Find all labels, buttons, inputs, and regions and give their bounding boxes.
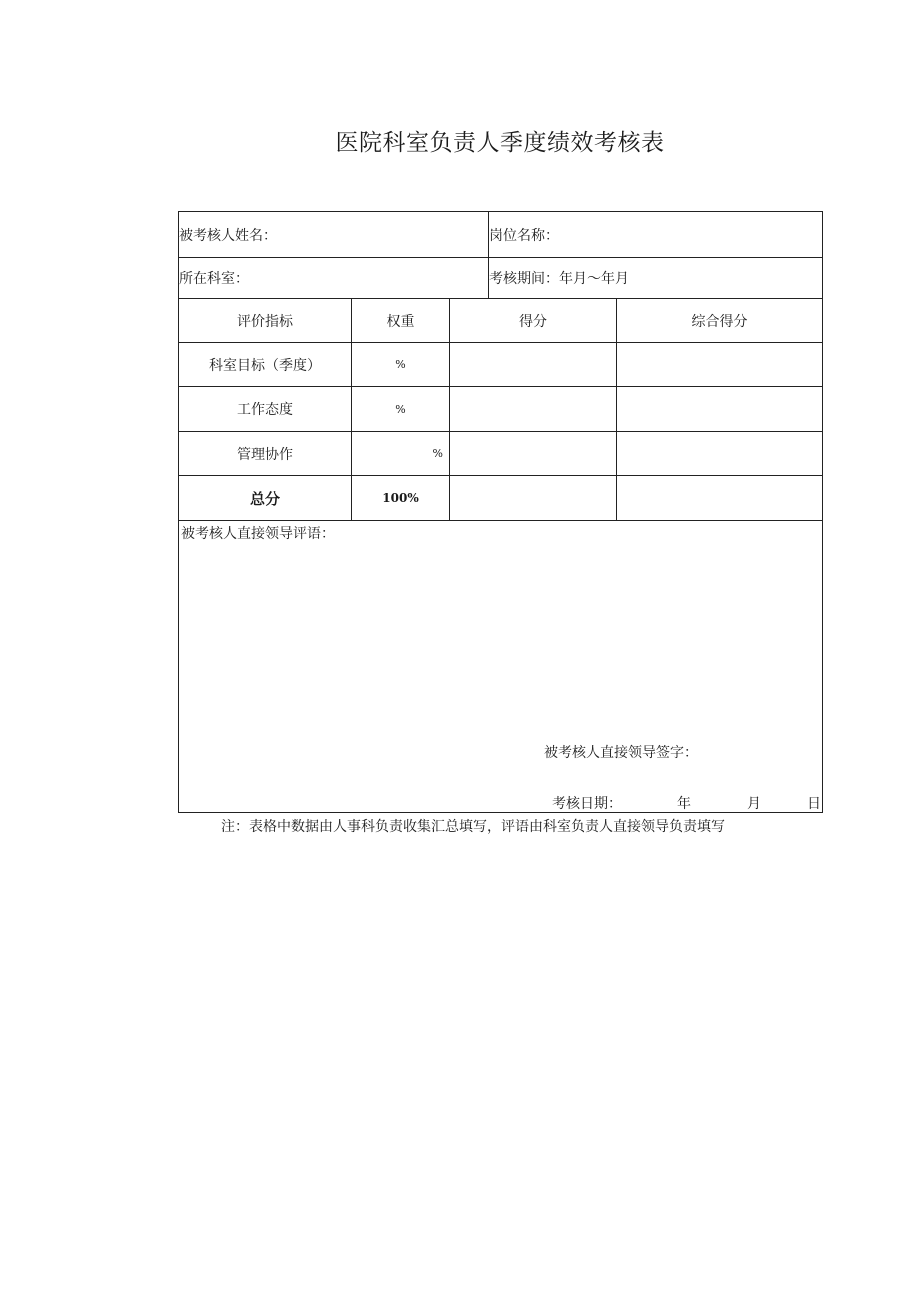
indicator-cell: 工作态度	[179, 387, 352, 432]
indicator-cell: 管理协作	[179, 432, 352, 476]
weight-cell[interactable]: %	[352, 432, 450, 476]
footnote: 注：表格中数据由人事科负责收集汇总填写，评语由科室负责人直接领导负责填写	[221, 819, 725, 835]
composite-cell[interactable]	[617, 387, 823, 432]
period-field[interactable]: 考核期间：年月～年月	[489, 258, 823, 299]
info-row-1	[179, 212, 823, 258]
header-indicator: 评价指标	[179, 299, 352, 343]
date-month: 月	[747, 796, 761, 812]
assessment-table	[178, 211, 823, 813]
header-score: 得分	[450, 299, 617, 343]
header-row	[179, 299, 823, 343]
header-composite: 综合得分	[617, 299, 823, 343]
table-row	[179, 432, 823, 476]
name-field[interactable]: 被考核人姓名：	[179, 212, 489, 258]
page-title: 医院科室负责人季度绩效考核表	[335, 130, 665, 156]
score-cell[interactable]	[450, 387, 617, 432]
date-year: 年	[677, 796, 691, 812]
table-row	[179, 343, 823, 387]
total-row	[179, 476, 823, 521]
weight-cell[interactable]: %	[352, 387, 450, 432]
total-composite-cell[interactable]	[617, 476, 823, 521]
total-score-cell[interactable]	[450, 476, 617, 521]
score-cell[interactable]	[450, 432, 617, 476]
comment-label: 被考核人直接领导评语：	[181, 526, 335, 542]
comment-box[interactable]	[179, 521, 823, 813]
post-field[interactable]: 岗位名称：	[489, 212, 823, 258]
dept-field[interactable]: 所在科室：	[179, 258, 489, 299]
date-label: 考核日期：	[552, 796, 622, 812]
composite-cell[interactable]	[617, 432, 823, 476]
info-row-2	[179, 258, 823, 299]
assessment-date	[552, 793, 822, 811]
total-label: 总分	[179, 476, 352, 521]
indicator-cell: 科室目标（季度）	[179, 343, 352, 387]
signature-label: 被考核人直接领导签字：	[544, 745, 698, 761]
total-weight: 100%	[352, 476, 450, 521]
composite-cell[interactable]	[617, 343, 823, 387]
header-weight: 权重	[352, 299, 450, 343]
table-row	[179, 387, 823, 432]
weight-cell[interactable]: %	[352, 343, 450, 387]
date-day: 日	[807, 796, 821, 812]
score-cell[interactable]	[450, 343, 617, 387]
comment-row	[179, 521, 823, 813]
